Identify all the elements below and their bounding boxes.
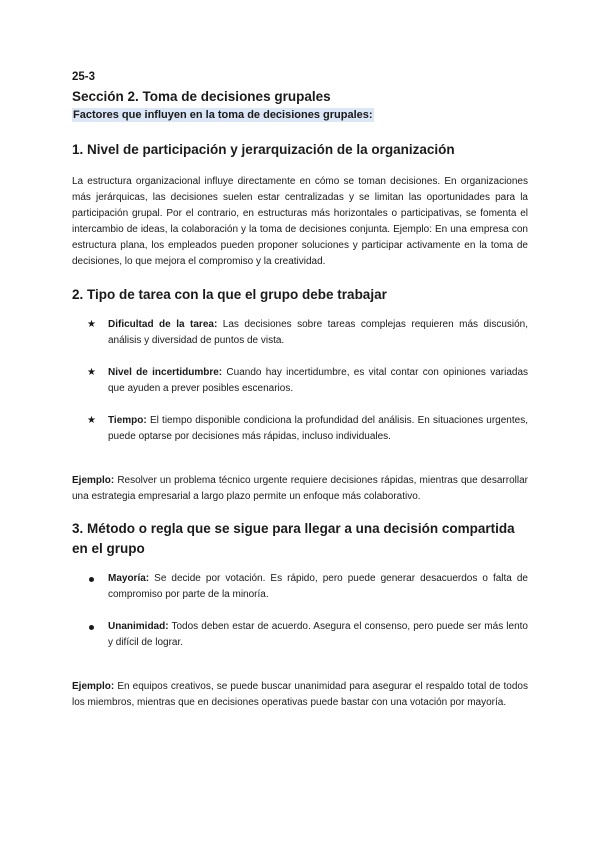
task-factors-list <box>72 317 528 445</box>
section-title: Sección 2. Toma de decisiones grupales <box>72 89 331 104</box>
bullet-icon <box>89 625 94 630</box>
item-term: Dificultad de la tarea: <box>108 319 218 330</box>
list-item <box>72 619 528 651</box>
star-icon: ★ <box>87 415 96 426</box>
paragraph-participation: La estructura organizacional influye directamente en cómo se toman decisiones. En organizaciones más jerárquicas, las decisiones suelen estar centralizadas y se limitan las oportunidades para la participación grupal. Por el contrario, en estructuras más horizontales o participativas, se fomenta el intercambio de ideas, la colaboración y la toma de decisiones conjunta. Ejemplo: En una empresa con estructura plana, los empleados pueden proponer soluciones y participar activamente en la toma de decisiones, lo que mejora el compromiso y la creatividad. <box>72 176 528 267</box>
example-text: Resolver un problema técnico urgente requiere decisiones rápidas, mientras que desarrollar una estrategia empresarial a largo plazo permite un enfoque más colaborativo. <box>72 475 528 502</box>
heading-participation: 1. Nivel de participación y jerarquización de la organización <box>72 142 455 157</box>
item-text: Se decide por votación. Es rápido, pero puede generar desacuerdos o falta de compromiso por parte de la minoría. <box>108 573 528 600</box>
item-text: Cuando hay incertidumbre, es vital contar con opiniones variadas que ayuden a prever posibles escenarios. <box>108 367 529 394</box>
item-term: Mayoría: <box>108 573 150 584</box>
example-label: Ejemplo: <box>72 475 115 486</box>
item-term: Tiempo: <box>108 415 147 426</box>
factors-subtitle: Factores que influyen en la toma de decisiones grupales: <box>73 109 373 121</box>
item-text: Todos deben estar de acuerdo. Asegura el consenso, pero puede ser más lento y difícil de lograr. <box>108 621 528 648</box>
decision-methods-list <box>72 571 528 651</box>
list-item <box>72 571 528 603</box>
item-term: Nivel de incertidumbre: <box>108 367 223 378</box>
star-icon: ★ <box>87 367 96 378</box>
bullet-icon <box>89 577 94 582</box>
item-text: Las decisiones sobre tareas complejas requieren más discusión, análisis y diversidad de puntos de vista. <box>108 319 529 346</box>
list-item <box>72 365 528 397</box>
document-code: 25-3 <box>72 71 96 83</box>
item-text: El tiempo disponible condiciona la profundidad del análisis. En situaciones urgentes, puede optarse por decisiones más rápidas, incluso individuales. <box>108 415 528 442</box>
star-icon: ★ <box>87 319 96 330</box>
document-page <box>72 70 528 711</box>
list-item <box>72 413 528 445</box>
heading-decision-method: 3. Método o regla que se sigue para llegar a una decisión compartida en el grupo <box>72 521 515 556</box>
example-decision-method <box>72 679 528 711</box>
example-task-type <box>72 473 528 505</box>
heading-task-type: 2. Tipo de tarea con la que el grupo debe trabajar <box>72 287 387 302</box>
example-label: Ejemplo: <box>72 681 115 692</box>
example-text: En equipos creativos, se puede buscar unanimidad para asegurar el respaldo total de todos los miembros, mientras que en decisiones operativas puede bastar con una votación por mayoría. <box>72 681 528 708</box>
item-term: Unanimidad: <box>108 621 169 632</box>
list-item <box>72 317 528 349</box>
